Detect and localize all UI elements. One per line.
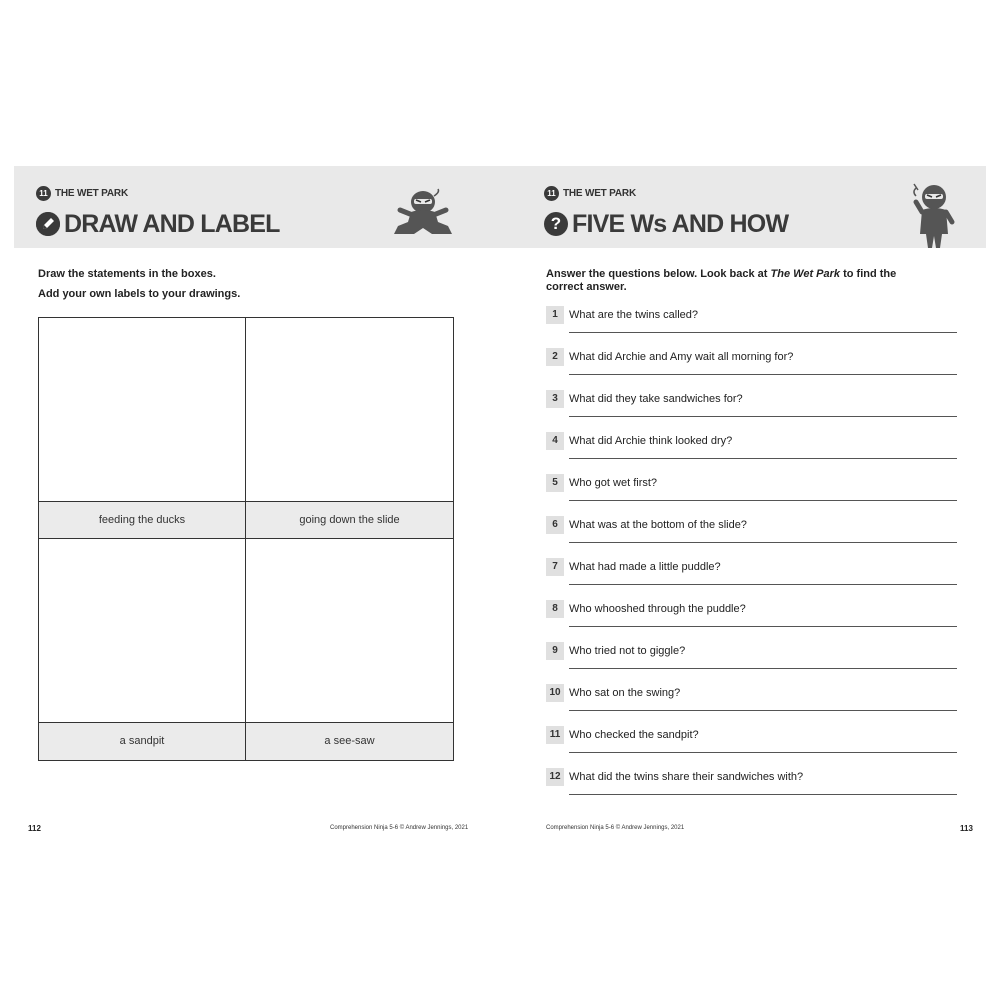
answer-line[interactable]	[569, 752, 957, 753]
answer-line[interactable]	[569, 668, 957, 669]
section-title: FIVE Ws AND HOW	[572, 210, 789, 238]
question-text: Who tried not to giggle?	[569, 645, 686, 657]
instruction-line-2: correct answer.	[546, 281, 627, 293]
story-number-badge: 11	[544, 186, 559, 201]
question-number: 7	[546, 558, 564, 576]
answer-line[interactable]	[569, 542, 957, 543]
instruction-line-1: Draw the statements in the boxes.	[38, 268, 216, 280]
section-title: DRAW AND LABEL	[64, 210, 280, 238]
story-number-badge: 11	[36, 186, 51, 201]
question-text: Who whooshed through the puddle?	[569, 603, 746, 615]
question-text: Who got wet first?	[569, 477, 658, 489]
story-title: THE WET PARK	[563, 188, 636, 199]
question-mark-icon: ?	[544, 212, 568, 236]
drawing-grid	[38, 317, 454, 761]
question-number: 3	[546, 390, 564, 408]
question-number: 11	[546, 726, 564, 744]
question-item	[530, 348, 960, 390]
copyright-credit: Comprehension Ninja 5-6 © Andrew Jennings, 2021	[546, 825, 685, 831]
instruction-prefix: Answer the questions below. Look back at	[546, 268, 771, 280]
question-number: 9	[546, 642, 564, 660]
question-item	[530, 726, 960, 768]
copyright-credit: Comprehension Ninja 5-6 © Andrew Jennings, 2021	[330, 825, 469, 831]
question-item	[530, 306, 960, 348]
answer-line[interactable]	[569, 374, 957, 375]
question-item	[530, 432, 960, 474]
pencil-icon	[36, 212, 60, 236]
instruction-text	[546, 268, 896, 294]
page-number: 113	[960, 824, 973, 833]
question-number: 8	[546, 600, 564, 618]
answer-line[interactable]	[569, 416, 957, 417]
question-text: What did Archie and Amy wait all morning for?	[569, 351, 794, 363]
question-item	[530, 600, 960, 642]
question-text: What was at the bottom of the slide?	[569, 519, 747, 531]
answer-line[interactable]	[569, 626, 957, 627]
question-number: 12	[546, 768, 564, 786]
question-item	[530, 474, 960, 516]
question-item	[530, 684, 960, 726]
question-text: What did they take sandwiches for?	[569, 393, 743, 405]
answer-line[interactable]	[569, 500, 957, 501]
left-page	[14, 166, 500, 846]
answer-line[interactable]	[569, 584, 957, 585]
instruction-line-2: Add your own labels to your drawings.	[38, 288, 241, 300]
question-number: 1	[546, 306, 564, 324]
right-header-banner	[500, 166, 986, 248]
question-text: What are the twins called?	[569, 309, 699, 321]
question-text: What had made a little puddle?	[569, 561, 721, 573]
answer-line[interactable]	[569, 710, 957, 711]
question-number: 6	[546, 516, 564, 534]
box-label: going down the slide	[246, 502, 453, 539]
instruction-suffix: to find the	[840, 268, 897, 280]
question-number: 10	[546, 684, 564, 702]
question-text: What did the twins share their sandwiches with?	[569, 771, 804, 783]
question-item	[530, 390, 960, 432]
question-item	[530, 516, 960, 558]
box-label: a see-saw	[246, 723, 453, 760]
page-number: 112	[28, 824, 41, 833]
question-number: 2	[546, 348, 564, 366]
ninja-icon	[390, 188, 456, 240]
story-title: THE WET PARK	[55, 188, 128, 199]
answer-line[interactable]	[569, 794, 957, 795]
answer-line[interactable]	[569, 458, 957, 459]
question-item	[530, 768, 960, 810]
drawing-box[interactable]	[39, 539, 246, 723]
question-text: What did Archie think looked dry?	[569, 435, 733, 447]
answer-line[interactable]	[569, 332, 957, 333]
question-number: 5	[546, 474, 564, 492]
question-number: 4	[546, 432, 564, 450]
question-text: Who sat on the swing?	[569, 687, 681, 699]
question-item	[530, 558, 960, 600]
box-label: feeding the ducks	[39, 502, 246, 539]
question-item	[530, 642, 960, 684]
drawing-box[interactable]	[39, 318, 246, 502]
drawing-box[interactable]	[246, 318, 453, 502]
book-title: The Wet Park	[770, 268, 841, 280]
box-label: a sandpit	[39, 723, 246, 760]
drawing-box[interactable]	[246, 539, 453, 723]
ninja-icon	[910, 182, 958, 248]
left-header-banner	[14, 166, 500, 248]
question-text: Who checked the sandpit?	[569, 729, 699, 741]
